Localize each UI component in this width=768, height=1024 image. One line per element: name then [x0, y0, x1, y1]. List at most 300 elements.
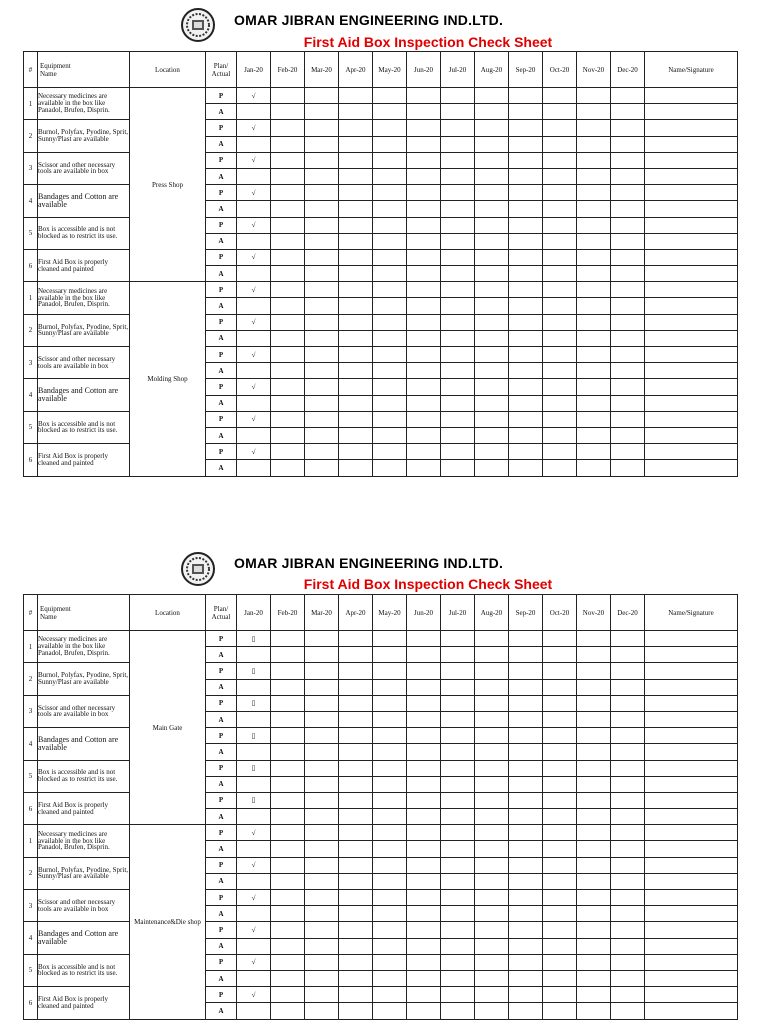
month-cell — [271, 282, 305, 298]
month-cell — [407, 460, 441, 476]
col-header-month: Mar-20 — [305, 52, 339, 88]
month-cell — [543, 363, 577, 379]
month-cell — [373, 970, 407, 986]
month-cell — [407, 395, 441, 411]
item-number: 3 — [24, 695, 38, 727]
month-cell — [577, 938, 611, 954]
month-cell — [305, 379, 339, 395]
month-cell — [373, 266, 407, 282]
month-cell — [611, 185, 645, 201]
actual-cell: A — [206, 906, 237, 922]
signature-cell — [645, 760, 738, 776]
signature-cell — [645, 314, 738, 330]
month-cell — [543, 266, 577, 282]
month-cell — [373, 217, 407, 233]
month-cell — [543, 347, 577, 363]
month-cell — [441, 217, 475, 233]
month-cell — [475, 217, 509, 233]
header-row — [24, 595, 738, 631]
month-cell — [305, 970, 339, 986]
month-cell — [271, 938, 305, 954]
item-number: 4 — [24, 185, 38, 217]
month-cell — [475, 744, 509, 760]
month-cell — [543, 695, 577, 711]
plan-cell: P — [206, 987, 237, 1003]
month-cell — [577, 88, 611, 104]
month-cell — [441, 663, 475, 679]
month-cell — [407, 217, 441, 233]
month-cell — [407, 647, 441, 663]
actual-label: Actual — [211, 69, 231, 78]
actual-cell: A — [206, 970, 237, 986]
signature-cell — [645, 363, 738, 379]
col-header-month: Nov-20 — [577, 595, 611, 631]
month-cell — [577, 825, 611, 841]
col-header-location: Location — [130, 52, 206, 88]
month-cell — [577, 711, 611, 727]
equipment-name: Necessary medicines are available in the box like Panadol, Brufen, Disprin. — [38, 88, 130, 120]
month-cell — [441, 631, 475, 647]
month-cell — [373, 314, 407, 330]
month-cell — [509, 233, 543, 249]
actual-cell: A — [206, 873, 237, 889]
month-cell — [475, 120, 509, 136]
month-cell — [373, 347, 407, 363]
location-cell: Press Shop — [130, 88, 206, 282]
plan-cell: P — [206, 314, 237, 330]
month-cell — [271, 217, 305, 233]
plan-cell: P — [206, 347, 237, 363]
month-cell — [373, 809, 407, 825]
col-header-month: Sep-20 — [509, 52, 543, 88]
month-cell — [475, 825, 509, 841]
equipment-name: Scissor and other necessary tools are available in box — [38, 890, 130, 922]
item-number: 2 — [24, 857, 38, 889]
plan-cell: P — [206, 695, 237, 711]
month-cell — [441, 168, 475, 184]
equipment-name: First Aid Box is properly cleaned and painted — [38, 792, 130, 824]
month-cell — [577, 363, 611, 379]
month-cell — [543, 760, 577, 776]
month-cell — [373, 841, 407, 857]
month-cell — [339, 987, 373, 1003]
month-cell — [475, 873, 509, 889]
equipment-name: Bandages and Cotton are available — [38, 185, 130, 217]
plan-cell: P — [206, 890, 237, 906]
signature-cell — [645, 347, 738, 363]
month-cell — [543, 152, 577, 168]
check-mark: ▯ — [237, 695, 271, 711]
plan-cell: P — [206, 444, 237, 460]
month-cell — [271, 970, 305, 986]
month-cell — [305, 152, 339, 168]
month-cell — [441, 809, 475, 825]
month-cell — [407, 314, 441, 330]
equipment-name: Necessary medicines are available in the box like Panadol, Brufen, Disprin. — [38, 631, 130, 663]
month-cell — [271, 330, 305, 346]
month-cell — [305, 104, 339, 120]
month-cell — [271, 906, 305, 922]
month-cell — [441, 233, 475, 249]
item-number: 6 — [24, 987, 38, 1019]
month-cell — [611, 792, 645, 808]
month-cell — [305, 330, 339, 346]
month-cell — [509, 120, 543, 136]
month-cell — [577, 922, 611, 938]
month-cell — [543, 120, 577, 136]
month-cell — [305, 314, 339, 330]
month-cell — [611, 249, 645, 265]
month-cell — [305, 427, 339, 443]
month-cell — [373, 201, 407, 217]
month-cell — [407, 330, 441, 346]
month-cell — [577, 760, 611, 776]
plan-label: Plan/ — [213, 604, 229, 613]
month-cell — [577, 217, 611, 233]
month-cell — [475, 792, 509, 808]
month-cell — [339, 663, 373, 679]
month-cell — [271, 266, 305, 282]
month-cell — [339, 427, 373, 443]
col-header-month: Nov-20 — [577, 52, 611, 88]
month-cell — [305, 201, 339, 217]
month-cell — [577, 744, 611, 760]
item-number: 1 — [24, 825, 38, 857]
month-cell — [373, 922, 407, 938]
equipment-name: Scissor and other necessary tools are available in box — [38, 347, 130, 379]
item-number: 3 — [24, 347, 38, 379]
month-cell — [441, 906, 475, 922]
month-cell — [441, 185, 475, 201]
month-cell — [543, 395, 577, 411]
signature-cell — [645, 104, 738, 120]
month-cell — [305, 954, 339, 970]
month-cell — [373, 427, 407, 443]
month-cell — [339, 744, 373, 760]
plan-cell: P — [206, 922, 237, 938]
month-cell — [441, 760, 475, 776]
month-cell — [577, 631, 611, 647]
signature-cell — [645, 444, 738, 460]
month-cell — [543, 427, 577, 443]
month-cell — [577, 282, 611, 298]
month-cell — [577, 201, 611, 217]
month-cell — [339, 922, 373, 938]
month-cell — [271, 152, 305, 168]
equipment-name: Scissor and other necessary tools are available in box — [38, 695, 130, 727]
month-cell — [373, 168, 407, 184]
month-cell — [271, 890, 305, 906]
month-cell — [509, 298, 543, 314]
plan-cell: P — [206, 663, 237, 679]
month-cell — [407, 987, 441, 1003]
actual-cell: A — [206, 330, 237, 346]
month-cell — [407, 825, 441, 841]
month-cell — [305, 185, 339, 201]
month-cell — [305, 282, 339, 298]
col-header-equipment — [38, 52, 130, 88]
month-cell — [441, 395, 475, 411]
signature-cell — [645, 460, 738, 476]
month-cell — [441, 379, 475, 395]
month-cell — [339, 825, 373, 841]
month-cell — [509, 104, 543, 120]
month-cell — [305, 857, 339, 873]
col-header-month: Jan-20 — [237, 595, 271, 631]
actual-cell: A — [206, 776, 237, 792]
month-cell — [271, 347, 305, 363]
month-cell — [509, 890, 543, 906]
month-cell — [373, 136, 407, 152]
month-cell — [237, 679, 271, 695]
check-mark: √ — [237, 444, 271, 460]
month-cell — [271, 857, 305, 873]
month-cell — [441, 695, 475, 711]
equipment-name: Necessary medicines are available in the box like Panadol, Brufen, Disprin. — [38, 282, 130, 314]
month-cell — [441, 890, 475, 906]
month-cell — [543, 776, 577, 792]
month-cell — [441, 249, 475, 265]
month-cell — [339, 444, 373, 460]
col-header-month: Apr-20 — [339, 595, 373, 631]
month-cell — [543, 233, 577, 249]
month-cell — [475, 776, 509, 792]
month-cell — [373, 647, 407, 663]
month-cell — [441, 201, 475, 217]
actual-label: Actual — [211, 612, 231, 621]
month-cell — [577, 104, 611, 120]
month-cell — [577, 873, 611, 889]
col-header-month: Aug-20 — [475, 595, 509, 631]
month-cell — [271, 679, 305, 695]
month-cell — [373, 906, 407, 922]
month-cell — [305, 809, 339, 825]
month-cell — [611, 444, 645, 460]
month-cell — [577, 663, 611, 679]
signature-cell — [645, 647, 738, 663]
month-cell — [611, 411, 645, 427]
month-cell — [305, 792, 339, 808]
month-cell — [577, 647, 611, 663]
month-cell — [237, 298, 271, 314]
month-cell — [475, 330, 509, 346]
month-cell — [509, 347, 543, 363]
month-cell — [271, 873, 305, 889]
signature-cell — [645, 776, 738, 792]
month-cell — [475, 711, 509, 727]
signature-cell — [645, 379, 738, 395]
month-cell — [475, 1003, 509, 1019]
month-cell — [339, 970, 373, 986]
location-cell: Molding Shop — [130, 282, 206, 476]
month-cell — [509, 266, 543, 282]
month-cell — [407, 266, 441, 282]
month-cell — [441, 314, 475, 330]
month-cell — [509, 249, 543, 265]
plan-cell: P — [206, 379, 237, 395]
month-cell — [339, 906, 373, 922]
month-cell — [475, 460, 509, 476]
month-cell — [373, 152, 407, 168]
month-cell — [543, 987, 577, 1003]
month-cell — [475, 890, 509, 906]
month-cell — [475, 185, 509, 201]
month-cell — [509, 201, 543, 217]
month-cell — [611, 647, 645, 663]
equipment-name: Scissor and other necessary tools are available in box — [38, 152, 130, 184]
month-cell — [237, 168, 271, 184]
signature-cell — [645, 873, 738, 889]
signature-cell — [645, 631, 738, 647]
month-cell — [271, 298, 305, 314]
month-cell — [577, 857, 611, 873]
month-cell — [441, 444, 475, 460]
month-cell — [543, 970, 577, 986]
month-cell — [373, 792, 407, 808]
check-mark: √ — [237, 249, 271, 265]
month-cell — [543, 411, 577, 427]
month-cell — [407, 841, 441, 857]
month-cell — [407, 873, 441, 889]
month-cell — [475, 266, 509, 282]
month-cell — [237, 841, 271, 857]
col-header-plan-actual — [206, 595, 237, 631]
month-cell — [577, 233, 611, 249]
month-cell — [271, 168, 305, 184]
month-cell — [611, 954, 645, 970]
actual-cell: A — [206, 1003, 237, 1019]
month-cell — [611, 330, 645, 346]
equipment-label: Equipment — [40, 604, 71, 613]
month-cell — [543, 954, 577, 970]
month-cell — [271, 120, 305, 136]
equipment-name: Necessary medicines are available in the box like Panadol, Brufen, Disprin. — [38, 825, 130, 857]
month-cell — [373, 411, 407, 427]
month-cell — [509, 841, 543, 857]
month-cell — [373, 760, 407, 776]
month-cell — [577, 841, 611, 857]
month-cell — [305, 347, 339, 363]
month-cell — [509, 987, 543, 1003]
month-cell — [509, 663, 543, 679]
month-cell — [271, 922, 305, 938]
month-cell — [611, 825, 645, 841]
month-cell — [509, 330, 543, 346]
check-mark: √ — [237, 890, 271, 906]
month-cell — [611, 217, 645, 233]
month-cell — [407, 711, 441, 727]
col-header-month: Jun-20 — [407, 52, 441, 88]
month-cell — [271, 776, 305, 792]
item-number: 5 — [24, 760, 38, 792]
month-cell — [373, 363, 407, 379]
month-cell — [339, 88, 373, 104]
signature-cell — [645, 938, 738, 954]
actual-cell: A — [206, 744, 237, 760]
month-cell — [577, 776, 611, 792]
signature-cell — [645, 330, 738, 346]
month-cell — [577, 970, 611, 986]
month-cell — [339, 185, 373, 201]
month-cell — [237, 744, 271, 760]
month-cell — [543, 249, 577, 265]
location-cell: Maintenance&Die shop — [130, 825, 206, 1019]
month-cell — [509, 809, 543, 825]
month-cell — [407, 120, 441, 136]
month-cell — [407, 88, 441, 104]
signature-cell — [645, 695, 738, 711]
signature-cell — [645, 168, 738, 184]
inspection-table — [23, 594, 738, 1020]
check-mark: √ — [237, 825, 271, 841]
month-cell — [611, 363, 645, 379]
col-header-month: Mar-20 — [305, 595, 339, 631]
signature-cell — [645, 906, 738, 922]
signature-cell — [645, 825, 738, 841]
signature-cell — [645, 679, 738, 695]
month-cell — [305, 728, 339, 744]
month-cell — [577, 298, 611, 314]
month-cell — [407, 104, 441, 120]
month-cell — [339, 395, 373, 411]
month-cell — [475, 395, 509, 411]
month-cell — [339, 168, 373, 184]
month-cell — [441, 744, 475, 760]
month-cell — [407, 444, 441, 460]
month-cell — [577, 347, 611, 363]
plan-cell: P — [206, 792, 237, 808]
month-cell — [305, 663, 339, 679]
month-cell — [305, 987, 339, 1003]
actual-cell: A — [206, 809, 237, 825]
month-cell — [339, 266, 373, 282]
col-header-equipment — [38, 595, 130, 631]
month-cell — [407, 906, 441, 922]
month-cell — [271, 444, 305, 460]
month-cell — [543, 444, 577, 460]
month-cell — [441, 120, 475, 136]
month-cell — [475, 201, 509, 217]
month-cell — [543, 282, 577, 298]
actual-cell: A — [206, 104, 237, 120]
month-cell — [373, 233, 407, 249]
check-mark: ▯ — [237, 792, 271, 808]
actual-cell: A — [206, 136, 237, 152]
check-mark: √ — [237, 379, 271, 395]
month-cell — [441, 970, 475, 986]
sheet-title: First Aid Box Inspection Check Sheet — [303, 34, 553, 50]
month-cell — [305, 217, 339, 233]
month-cell — [611, 282, 645, 298]
plan-cell: P — [206, 217, 237, 233]
month-cell — [339, 298, 373, 314]
month-cell — [577, 427, 611, 443]
month-cell — [441, 152, 475, 168]
month-cell — [577, 890, 611, 906]
month-cell — [407, 233, 441, 249]
month-cell — [305, 249, 339, 265]
month-cell — [509, 88, 543, 104]
month-cell — [543, 217, 577, 233]
item-number: 6 — [24, 792, 38, 824]
month-cell — [441, 841, 475, 857]
month-cell — [475, 922, 509, 938]
signature-cell — [645, 809, 738, 825]
month-cell — [407, 760, 441, 776]
month-cell — [611, 760, 645, 776]
check-mark: √ — [237, 411, 271, 427]
check-mark: √ — [237, 347, 271, 363]
